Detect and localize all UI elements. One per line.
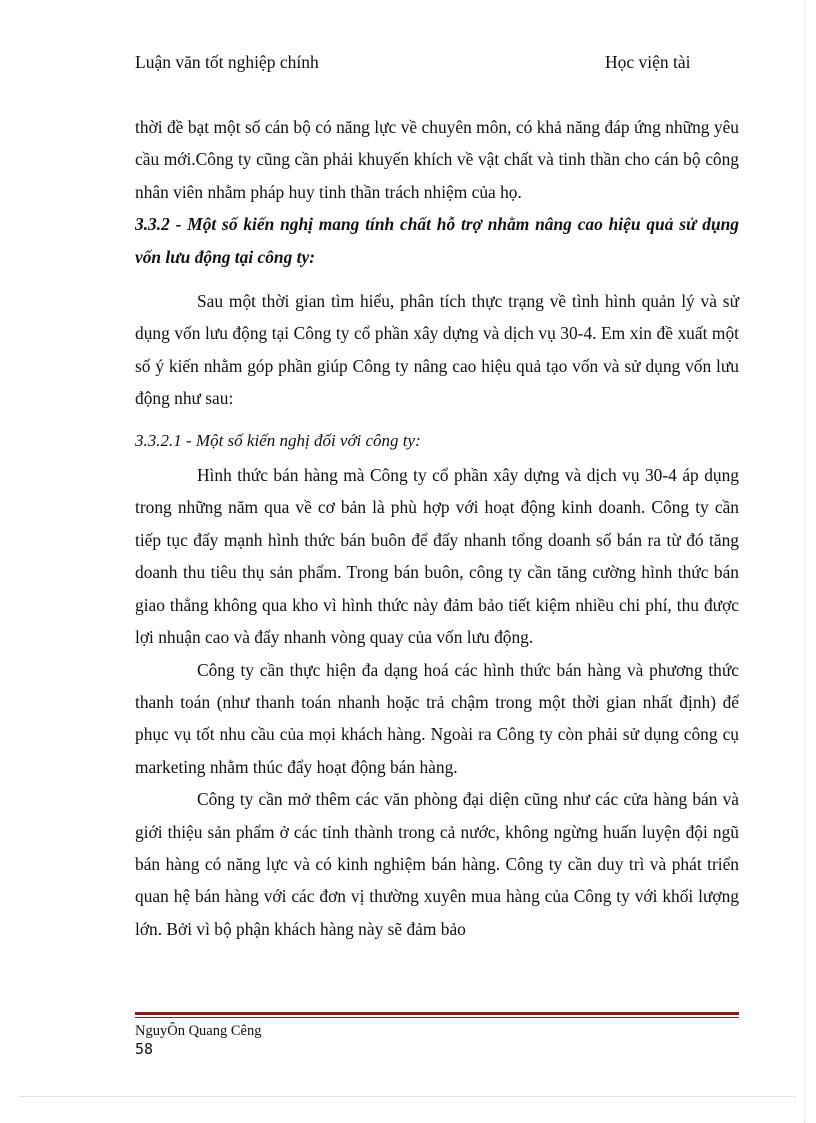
page-boundary-bottom — [20, 1096, 796, 1097]
section-heading-3-3-2: 3.3.2 - Một số kiến nghị mang tính chất hỗ trợ nhằm nâng cao hiệu quả sử dụng vốn lưu động tại công ty: — [135, 214, 739, 267]
footer-rule-thin — [135, 1017, 739, 1018]
page-number: 58 — [135, 1040, 154, 1058]
paragraph-continuation: thời đề bạt một số cán bộ có năng lực về chuyên môn, có khả năng đáp ứng những yêu cầu mới.Công ty cũng cần phải khuyến khích về vật chất và tinh thần cho cán bộ công nhân viên nhằm pháp huy tinh thần trách nhiệm của họ. — [135, 117, 739, 202]
header-left-title: Luận văn tốt nghiệp chính — [135, 52, 319, 72]
footer-author: NguyÔn Quang Cêng — [135, 1023, 262, 1039]
paragraph-offices: Công ty cần mở thêm các văn phòng đại diện cũng như các cửa hàng bán và giới thiệu sản phẩm ở các tỉnh thành trong cả nước, không ngừng huấn luyện đội ngũ bán hàng có năng lực và có kinh nghiệm bán hàng. Công ty cần duy trì và phát triển quan hệ bán hàng với các đơn vị thường xuyên mua hàng của Công ty với khối lượng lớn. Bởi vì bộ phận khách hàng này sẽ đảm bảo — [135, 789, 739, 939]
section-heading-3-3-2-1: 3.3.2.1 - Một số kiến nghị đối với công ty: — [135, 430, 421, 450]
paragraph-diversify: Công ty cần thực hiện đa dạng hoá các hình thức bán hàng và phương thức thanh toán (như thanh toán nhanh hoặc trả chậm trong một thời gian nhất định) để phục vụ tốt nhu cầu của mọi khách hàng. Ngoài ra Công ty còn phải sử dụng công cụ marketing nhằm thúc đẩy hoạt động bán hàng. — [135, 659, 739, 777]
footer-rule-thick — [135, 1012, 739, 1015]
page-boundary-right — [804, 0, 805, 1123]
paragraph-sales-form: Hình thức bán hàng mà Công ty cổ phần xây dựng và dịch vụ 30-4 áp dụng trong những năm qua về cơ bản là phù hợp với hoạt động kinh doanh. Công ty cần tiếp tục đẩy mạnh hình thức bán buôn để đẩy nhanh tổng doanh số bán ra từ đó tăng doanh thu tiêu thụ sản phẩm. Trong bán buôn, công ty cần tăng cường hình thức bán giao thẳng không qua kho vì hình thức này đảm bảo tiết kiệm nhiều chi phí, thu được lợi nhuận cao và đẩy nhanh vòng quay của vốn lưu động. — [135, 465, 739, 648]
header-right-title: Học viện tài — [605, 52, 691, 72]
paragraph-intro: Sau một thời gian tìm hiểu, phân tích thực trạng về tình hình quản lý và sử dụng vốn lưu động tại Công ty cổ phần xây dựng và dịch vụ 30-4. Em xin đề xuất một số ý kiến nhằm góp phần giúp Công ty nâng cao hiệu quả tạo vốn và sử dụng vốn lưu động như sau: — [135, 291, 739, 409]
document-body — [135, 111, 739, 945]
